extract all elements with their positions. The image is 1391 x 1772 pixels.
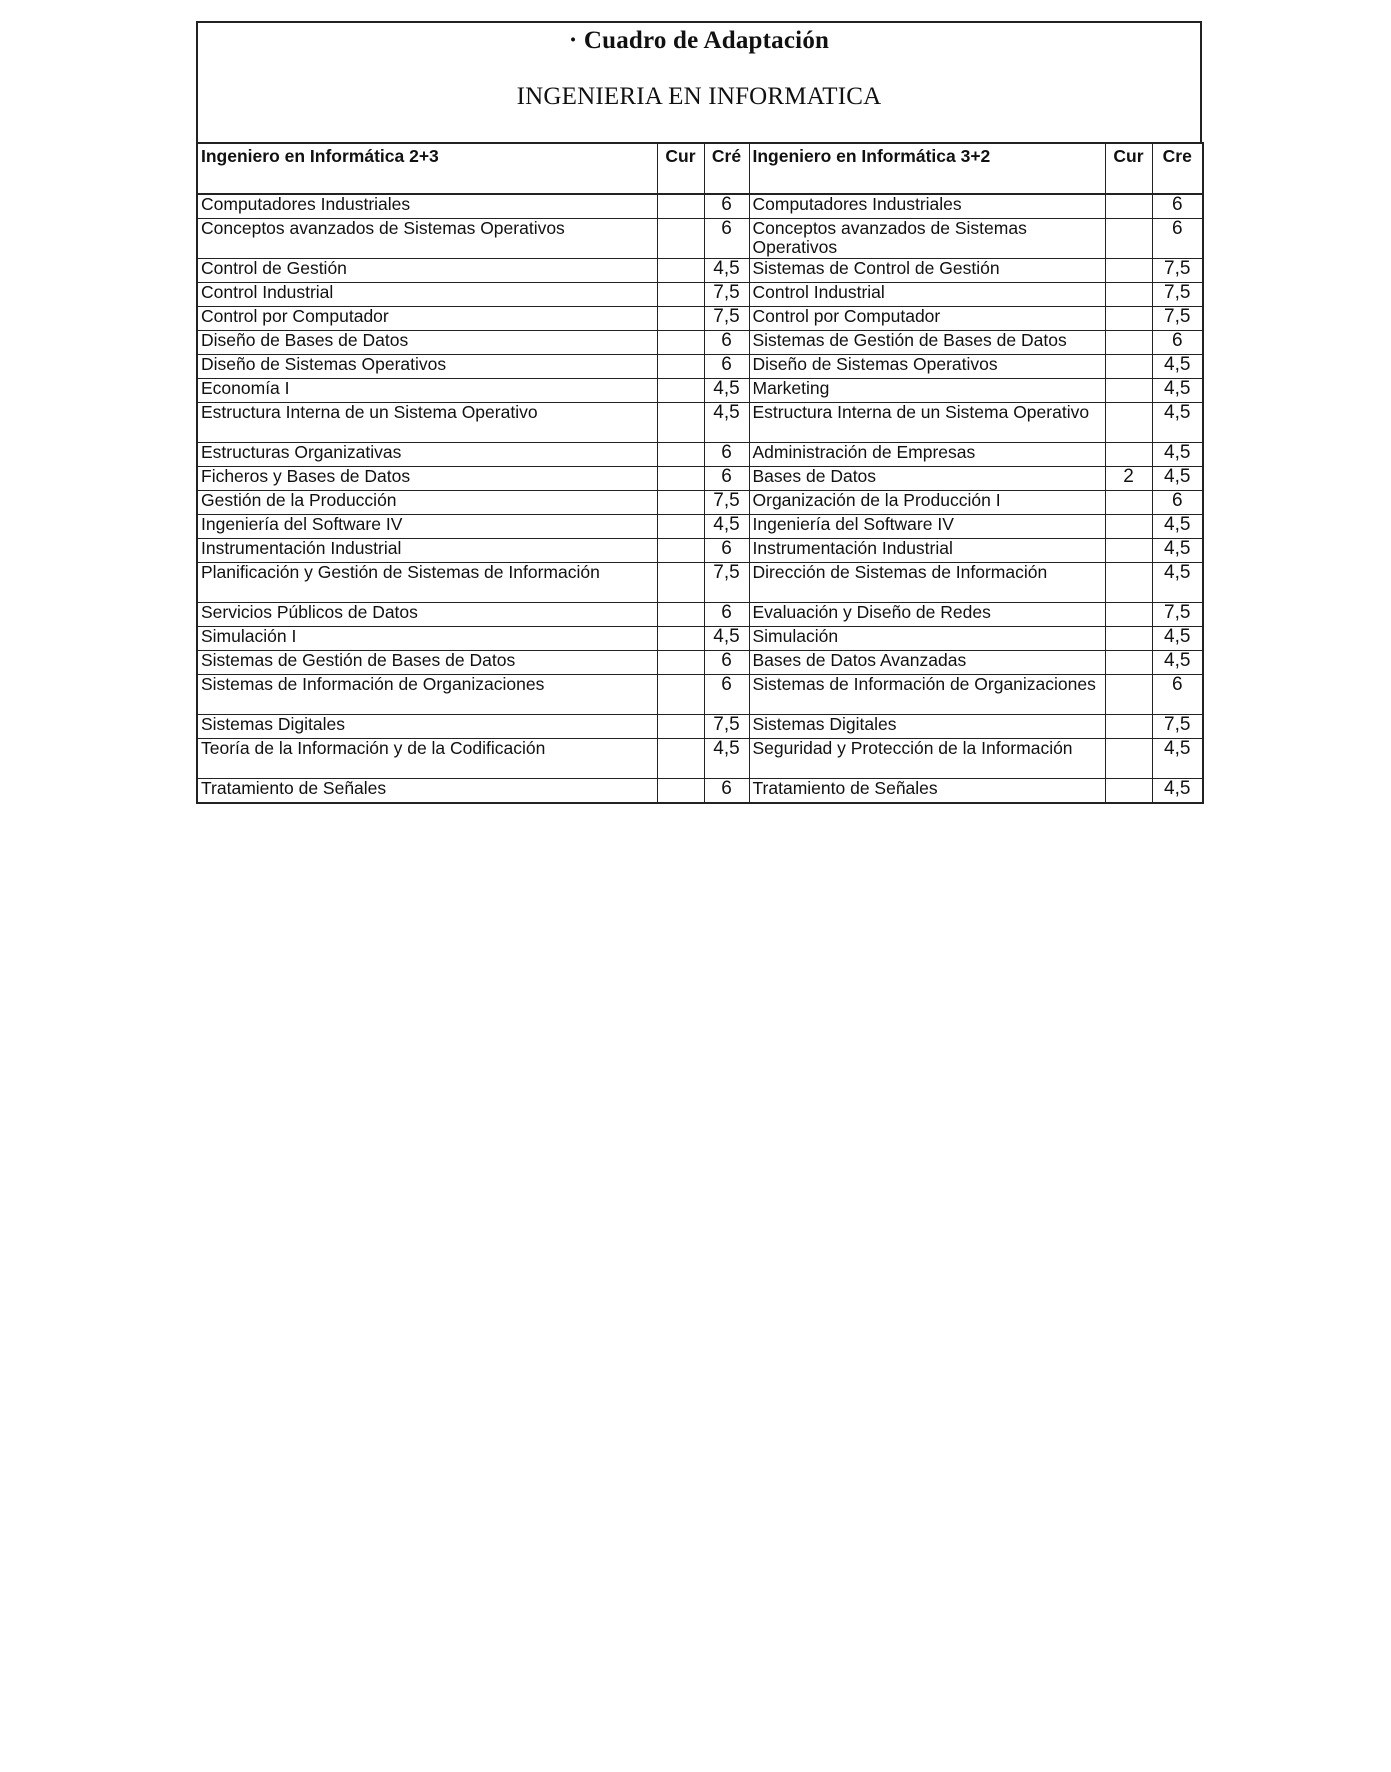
cur-2-3 (657, 355, 704, 379)
table-body (197, 194, 1203, 803)
cur-3-2 (1105, 651, 1152, 675)
cur-3-2 (1105, 331, 1152, 355)
subject-2-3: Sistemas Digitales (197, 715, 657, 739)
table-row (197, 331, 1203, 355)
credits-2-3: 6 (704, 539, 749, 563)
cur-2-3 (657, 715, 704, 739)
subject-2-3: Estructura Interna de un Sistema Operativo (197, 403, 657, 443)
subject-2-3: Sistemas de Información de Organizaciones (197, 675, 657, 715)
cur-3-2 (1105, 779, 1152, 804)
credits-3-2: 4,5 (1152, 515, 1203, 539)
credits-2-3: 7,5 (704, 307, 749, 331)
credits-3-2: 6 (1152, 219, 1203, 259)
table-row (197, 194, 1203, 219)
subject-3-2: Estructura Interna de un Sistema Operativo (749, 403, 1105, 443)
credits-2-3: 6 (704, 219, 749, 259)
credits-3-2: 4,5 (1152, 539, 1203, 563)
credits-3-2: 7,5 (1152, 283, 1203, 307)
table-row (197, 651, 1203, 675)
table-row (197, 627, 1203, 651)
cur-2-3 (657, 283, 704, 307)
header-cur-2-3: Cur (657, 143, 704, 194)
subject-3-2: Instrumentación Industrial (749, 539, 1105, 563)
cur-3-2 (1105, 627, 1152, 651)
cur-3-2: 2 (1105, 467, 1152, 491)
cur-2-3 (657, 379, 704, 403)
subject-3-2: Seguridad y Protección de la Información (749, 739, 1105, 779)
subject-3-2: Evaluación y Diseño de Redes (749, 603, 1105, 627)
table-row (197, 715, 1203, 739)
credits-3-2: 4,5 (1152, 379, 1203, 403)
header-row (197, 143, 1203, 194)
credits-2-3: 6 (704, 603, 749, 627)
credits-2-3: 4,5 (704, 739, 749, 779)
subject-3-2: Marketing (749, 379, 1105, 403)
credits-2-3: 6 (704, 779, 749, 804)
subject-2-3: Economía I (197, 379, 657, 403)
subject-3-2: Control por Computador (749, 307, 1105, 331)
credits-3-2: 7,5 (1152, 603, 1203, 627)
table-row (197, 603, 1203, 627)
subject-2-3: Diseño de Sistemas Operativos (197, 355, 657, 379)
subject-3-2: Organización de la Producción I (749, 491, 1105, 515)
credits-2-3: 4,5 (704, 379, 749, 403)
subject-3-2: Sistemas de Información de Organizaciones (749, 675, 1105, 715)
credits-3-2: 6 (1152, 194, 1203, 219)
credits-3-2: 4,5 (1152, 739, 1203, 779)
credits-2-3: 7,5 (704, 563, 749, 603)
subject-3-2: Sistemas de Control de Gestión (749, 259, 1105, 283)
cur-3-2 (1105, 715, 1152, 739)
cur-3-2 (1105, 355, 1152, 379)
cur-3-2 (1105, 403, 1152, 443)
adaptation-table (196, 142, 1204, 804)
cur-2-3 (657, 194, 704, 219)
subject-2-3: Instrumentación Industrial (197, 539, 657, 563)
subject-2-3: Control Industrial (197, 283, 657, 307)
header-cur-3-2: Cur (1105, 143, 1152, 194)
subject-3-2: Simulación (749, 627, 1105, 651)
subject-2-3: Diseño de Bases de Datos (197, 331, 657, 355)
cur-2-3 (657, 331, 704, 355)
subject-2-3: Ingeniería del Software IV (197, 515, 657, 539)
subject-3-2: Diseño de Sistemas Operativos (749, 355, 1105, 379)
cur-3-2 (1105, 515, 1152, 539)
table-row (197, 307, 1203, 331)
subject-2-3: Control por Computador (197, 307, 657, 331)
subject-2-3: Planificación y Gestión de Sistemas de Información (197, 563, 657, 603)
credits-3-2: 4,5 (1152, 443, 1203, 467)
table-row (197, 675, 1203, 715)
subject-2-3: Computadores Industriales (197, 194, 657, 219)
cur-2-3 (657, 259, 704, 283)
cur-3-2 (1105, 563, 1152, 603)
cur-3-2 (1105, 675, 1152, 715)
subject-3-2: Tratamiento de Señales (749, 779, 1105, 804)
credits-2-3: 6 (704, 443, 749, 467)
table-row (197, 563, 1203, 603)
cur-2-3 (657, 539, 704, 563)
header-plan-3-2: Ingeniero en Informática 3+2 (749, 143, 1105, 194)
credits-3-2: 4,5 (1152, 779, 1203, 804)
header-cre-3-2: Cre (1152, 143, 1203, 194)
cur-3-2 (1105, 491, 1152, 515)
credits-3-2: 4,5 (1152, 563, 1203, 603)
table-row (197, 379, 1203, 403)
cur-2-3 (657, 307, 704, 331)
credits-3-2: 4,5 (1152, 355, 1203, 379)
credits-2-3: 4,5 (704, 259, 749, 283)
cur-3-2 (1105, 307, 1152, 331)
subject-2-3: Simulación I (197, 627, 657, 651)
credits-2-3: 4,5 (704, 627, 749, 651)
credits-2-3: 6 (704, 194, 749, 219)
adaptation-document (196, 21, 1202, 804)
title-box (196, 21, 1202, 142)
document-subtitle: INGENIERIA EN INFORMATICA (516, 83, 882, 110)
cur-3-2 (1105, 379, 1152, 403)
credits-2-3: 6 (704, 675, 749, 715)
subject-3-2: Sistemas Digitales (749, 715, 1105, 739)
subject-3-2: Dirección de Sistemas de Información (749, 563, 1105, 603)
subject-3-2: Bases de Datos (749, 467, 1105, 491)
credits-2-3: 7,5 (704, 283, 749, 307)
credits-2-3: 4,5 (704, 515, 749, 539)
cur-3-2 (1105, 194, 1152, 219)
subject-3-2: Conceptos avanzados de Sistemas Operativos (749, 219, 1105, 259)
subject-2-3: Conceptos avanzados de Sistemas Operativos (197, 219, 657, 259)
credits-2-3: 6 (704, 651, 749, 675)
cur-2-3 (657, 651, 704, 675)
credits-2-3: 7,5 (704, 715, 749, 739)
credits-2-3: 6 (704, 355, 749, 379)
header-cre-2-3: Cré (704, 143, 749, 194)
cur-3-2 (1105, 259, 1152, 283)
cur-3-2 (1105, 283, 1152, 307)
subject-2-3: Gestión de la Producción (197, 491, 657, 515)
credits-2-3: 7,5 (704, 491, 749, 515)
credits-2-3: 6 (704, 331, 749, 355)
subject-3-2: Control Industrial (749, 283, 1105, 307)
table-row (197, 403, 1203, 443)
cur-2-3 (657, 467, 704, 491)
cur-2-3 (657, 739, 704, 779)
subject-2-3: Control de Gestión (197, 259, 657, 283)
cur-3-2 (1105, 739, 1152, 779)
subject-2-3: Ficheros y Bases de Datos (197, 467, 657, 491)
subject-2-3: Servicios Públicos de Datos (197, 603, 657, 627)
subject-3-2: Administración de Empresas (749, 443, 1105, 467)
cur-3-2 (1105, 219, 1152, 259)
cur-2-3 (657, 603, 704, 627)
subject-2-3: Estructuras Organizativas (197, 443, 657, 467)
credits-3-2: 7,5 (1152, 259, 1203, 283)
credits-3-2: 4,5 (1152, 627, 1203, 651)
subject-3-2: Sistemas de Gestión de Bases de Datos (749, 331, 1105, 355)
table-row (197, 259, 1203, 283)
cur-2-3 (657, 443, 704, 467)
table-row (197, 283, 1203, 307)
table-row (197, 467, 1203, 491)
cur-2-3 (657, 779, 704, 804)
credits-3-2: 4,5 (1152, 651, 1203, 675)
credits-3-2: 7,5 (1152, 715, 1203, 739)
table-row (197, 779, 1203, 804)
table-row (197, 219, 1203, 259)
cur-2-3 (657, 627, 704, 651)
cur-3-2 (1105, 539, 1152, 563)
cur-3-2 (1105, 603, 1152, 627)
document-title: · Cuadro de Adaptación (568, 27, 830, 54)
subject-2-3: Teoría de la Información y de la Codificación (197, 739, 657, 779)
subject-2-3: Sistemas de Gestión de Bases de Datos (197, 651, 657, 675)
cur-2-3 (657, 403, 704, 443)
credits-2-3: 4,5 (704, 403, 749, 443)
table-row (197, 491, 1203, 515)
cur-3-2 (1105, 443, 1152, 467)
table-row (197, 355, 1203, 379)
cur-2-3 (657, 675, 704, 715)
cur-2-3 (657, 219, 704, 259)
subject-3-2: Computadores Industriales (749, 194, 1105, 219)
credits-3-2: 4,5 (1152, 467, 1203, 491)
table-row (197, 515, 1203, 539)
subject-3-2: Ingeniería del Software IV (749, 515, 1105, 539)
cur-2-3 (657, 563, 704, 603)
table-row (197, 539, 1203, 563)
cur-2-3 (657, 515, 704, 539)
subject-3-2: Bases de Datos Avanzadas (749, 651, 1105, 675)
subject-2-3: Tratamiento de Señales (197, 779, 657, 804)
credits-3-2: 6 (1152, 331, 1203, 355)
credits-3-2: 7,5 (1152, 307, 1203, 331)
credits-3-2: 4,5 (1152, 403, 1203, 443)
table-row (197, 739, 1203, 779)
cur-2-3 (657, 491, 704, 515)
credits-3-2: 6 (1152, 675, 1203, 715)
table-row (197, 443, 1203, 467)
credits-2-3: 6 (704, 467, 749, 491)
header-plan-2-3: Ingeniero en Informática 2+3 (197, 143, 657, 194)
credits-3-2: 6 (1152, 491, 1203, 515)
